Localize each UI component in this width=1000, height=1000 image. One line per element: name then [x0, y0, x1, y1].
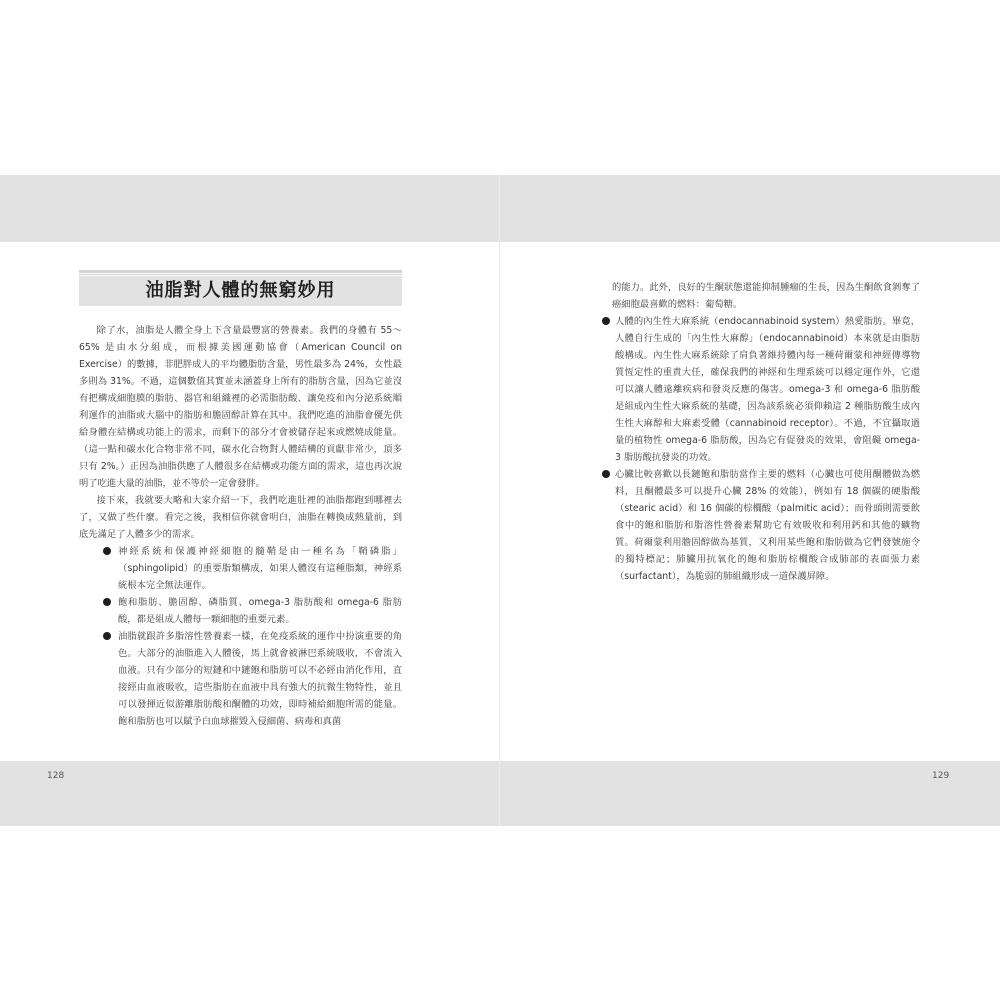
bullet-item — [101, 543, 402, 594]
page-number-right: 129 — [932, 771, 950, 781]
title-rule — [79, 270, 402, 273]
bullet-text: 油脂就跟許多脂溶性營養素一樣，在免疫系統的運作中扮演重要的角色。大部分的油脂進入人體後，馬上就會被淋巴系統吸收，不會流入血液。只有少部分的短鏈和中鏈飽和脂肪可以不必經由消化作用，直接經由血液吸收，這些脂肪在血液中具有強大的抗微生物特性，並且可以發揮近似游離脂肪酸和酮體的功效，即時補給細胞所需的能量。飽和脂肪也可以賦予白血球摧毀入侵細菌、病毒和真菌 — [118, 631, 402, 727]
bullet-item — [600, 313, 920, 466]
bottom-gray-band — [0, 761, 1000, 826]
page-number-left: 128 — [47, 771, 65, 781]
left-page-body — [79, 322, 402, 730]
body-paragraph: 接下來，我就要大略和大家介紹一下，我們吃進肚裡的油脂都跑到哪裡去了，又做了些什麼。看完之後，我相信你就會明白，油脂在轉換成熱量前，到底先滿足了人體多少的需求。 — [79, 495, 402, 540]
bullet-text: 人體的內生性大麻系統（endocannabinoid system）熱愛脂肪。畢竟，人體自行生成的「內生性大麻醇」（endocannabinoid）本來就是由脂肪酸構成。內生性大麻系統除了肩負著維持體內每一種荷爾蒙和神經傳導物質恆定性的重責大任，確保我們的神經和生理系統可以穩定運作外，它還可以讓人體遠離疾病和發炎反應的傷害。omega-3 和 omega-6 脂肪酸是組成內生性大麻系統的基礎，因為該系統必須仰賴這 2 種脂肪酸生成內生性大麻醇和大麻素受體（cannabinoid receptor）。不過，不宜攝取過量的植物性 omega-6 脂肪酸，因為它有促發炎的效果，會阻礙 omega-3 脂肪酸抗發炎的功效。 — [615, 316, 920, 463]
title-rule-thin — [79, 274, 402, 275]
bullet-dot-icon — [103, 598, 111, 606]
bullet-item — [101, 594, 402, 628]
section-title: 油脂對人體的無窮妙用 — [145, 280, 336, 301]
bullet-text: 飽和脂肪、膽固醇、磷脂質、omega-3 脂肪酸和 omega-6 脂肪酸，都是組成人體每一顆細胞的重要元素。 — [118, 597, 402, 625]
bullet-dot-icon — [602, 317, 610, 325]
bullet-item — [101, 628, 402, 730]
bullet-dot-icon — [602, 470, 610, 478]
section-title-box — [79, 270, 402, 306]
bullet-dot-icon — [103, 547, 111, 555]
continuation-text: 的能力。此外，良好的生酮狀態還能抑制腫瘤的生長，因為生酮飲食剝奪了癌細胞最喜歡的燃料：葡萄糖。 — [612, 282, 920, 310]
bullet-text: 神經系統和保護神經細胞的髓鞘是由一種名為「鞘磷脂」（sphingolipid）的重要脂類構成，如果人體沒有這種脂類，神經系統根本完全無法運作。 — [118, 546, 402, 591]
bullet-text: 心臟比較喜歡以長鏈飽和脂肪當作主要的燃料（心臟也可使用酮體做為燃料，且酮體最多可以提升心臟 28% 的效能），例如有 18 個碳的硬脂酸（stearic acid）和 16 個碳的棕櫚酸（palmitic acid）；而骨頭則需要飲食中的飽和脂肪和脂溶性營養素幫助它有效吸收和利用鈣和其他的礦物質。荷爾蒙利用膽固醇做為基質，又利用某些飽和脂肪做為它們發號施令的獨特標記；肺臟用抗氧化的飽和脂肪棕櫚酸合成肺部的表面張力素（surfactant），為脆弱的肺組織形成一道保護屏障。 — [615, 469, 920, 582]
body-paragraph: 除了水，油脂是人體全身上下含量最豐富的營養素。我們的身體有 55～65% 是由水分組成，而根據美國運動協會（American Council on Exercise）的數據，非肥胖成人的平均體脂肪含量，男性最多為 24%，女性最多則為 31%。不過，這個數值其實並未涵蓋身上所有的脂肪含量，因為它並沒有把構成細胞膜的脂肪、器官和組織裡的必需脂肪酸、讓免疫和內分泌系統順利運作的油脂或大腦中的脂肪和膽固醇計算在其中。我們吃進的油脂會優先供給身體在結構或功能上的需求，而剩下的部分才會被儲存起來或燃燒成能量。（這一點和碳水化合物非常不同，碳水化合物對人體結構的貢獻非常少，頂多只有 2%。）正因為油脂供應了人體很多在結構或功能方面的需求，這也再次說明了吃進大量的油脂，並不等於一定會發胖。 — [79, 325, 402, 489]
bullet-item — [600, 466, 920, 585]
page-gutter — [499, 175, 500, 826]
right-page-body — [612, 279, 920, 585]
bullet-dot-icon — [103, 632, 111, 640]
top-gray-band — [0, 175, 1000, 242]
